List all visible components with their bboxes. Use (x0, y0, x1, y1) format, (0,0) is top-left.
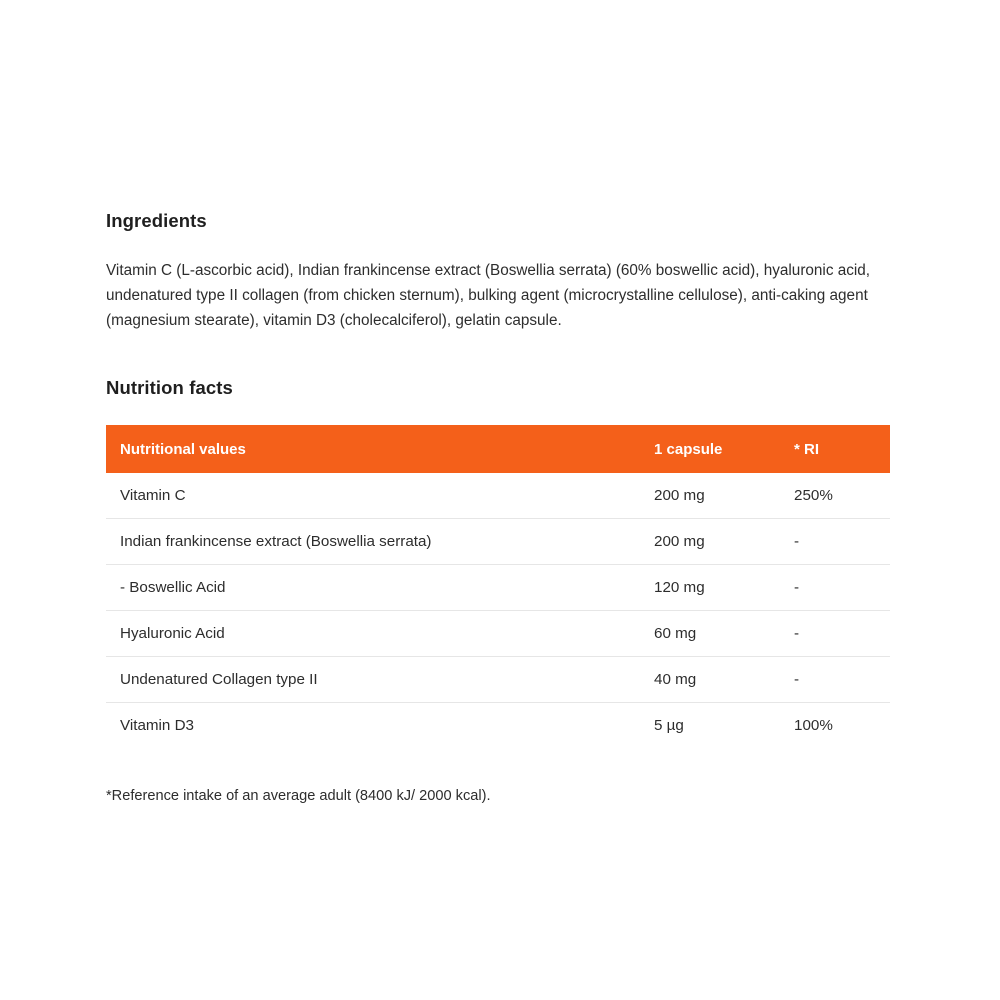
reference-intake-footnote: *Reference intake of an average adult (8400 kJ/ 2000 kcal). (106, 788, 491, 804)
cell-name: Undenatured Collagen type II (106, 657, 654, 703)
content-wrapper (106, 210, 890, 804)
column-header-amount: 1 capsule (654, 425, 794, 473)
cell-ri: - (794, 565, 890, 611)
table-row (106, 703, 890, 749)
cell-name: Vitamin D3 (120, 717, 195, 734)
table-header (106, 425, 890, 473)
column-header-ri: * RI (794, 425, 890, 473)
table-row (106, 657, 890, 703)
cell-amount: 40 mg (654, 657, 794, 703)
nutrition-facts-heading: Nutrition facts (106, 377, 233, 398)
cell-amount: 60 mg (654, 611, 794, 657)
ingredients-heading: Ingredients (106, 210, 207, 231)
cell-amount: 5 µg (654, 717, 684, 734)
table-body (106, 473, 890, 748)
cell-ri: 250% (794, 473, 890, 519)
cell-ri: - (794, 657, 890, 703)
cell-amount: 120 mg (654, 565, 794, 611)
table-row (106, 473, 890, 519)
cell-ri: - (794, 611, 890, 657)
cell-name: Indian frankincense extract (Boswellia serrata) (106, 519, 654, 565)
table-header-row (106, 425, 890, 473)
cell-ri: 100% (794, 717, 833, 734)
ingredients-text: Vitamin C (L-ascorbic acid), Indian frankincense extract (Boswellia serrata) (60% boswellic acid), hyaluronic acid, undenatured type II collagen (from chicken sternum), bulking agent (microcrystalline cellulose), anti-caking agent (magnesium stearate), vitamin D3 (cholecalciferol), gelatin capsule. (106, 262, 871, 329)
cell-name: - Boswellic Acid (106, 565, 654, 611)
nutrition-facts-table (106, 425, 890, 748)
cell-name: Vitamin C (106, 473, 654, 519)
cell-name: Hyaluronic Acid (106, 611, 654, 657)
table-row (106, 519, 890, 565)
cell-ri: - (794, 519, 890, 565)
column-header-name: Nutritional values (106, 425, 654, 473)
table-row (106, 611, 890, 657)
cell-amount: 200 mg (654, 519, 794, 565)
cell-amount: 200 mg (654, 473, 794, 519)
table-row (106, 565, 890, 611)
